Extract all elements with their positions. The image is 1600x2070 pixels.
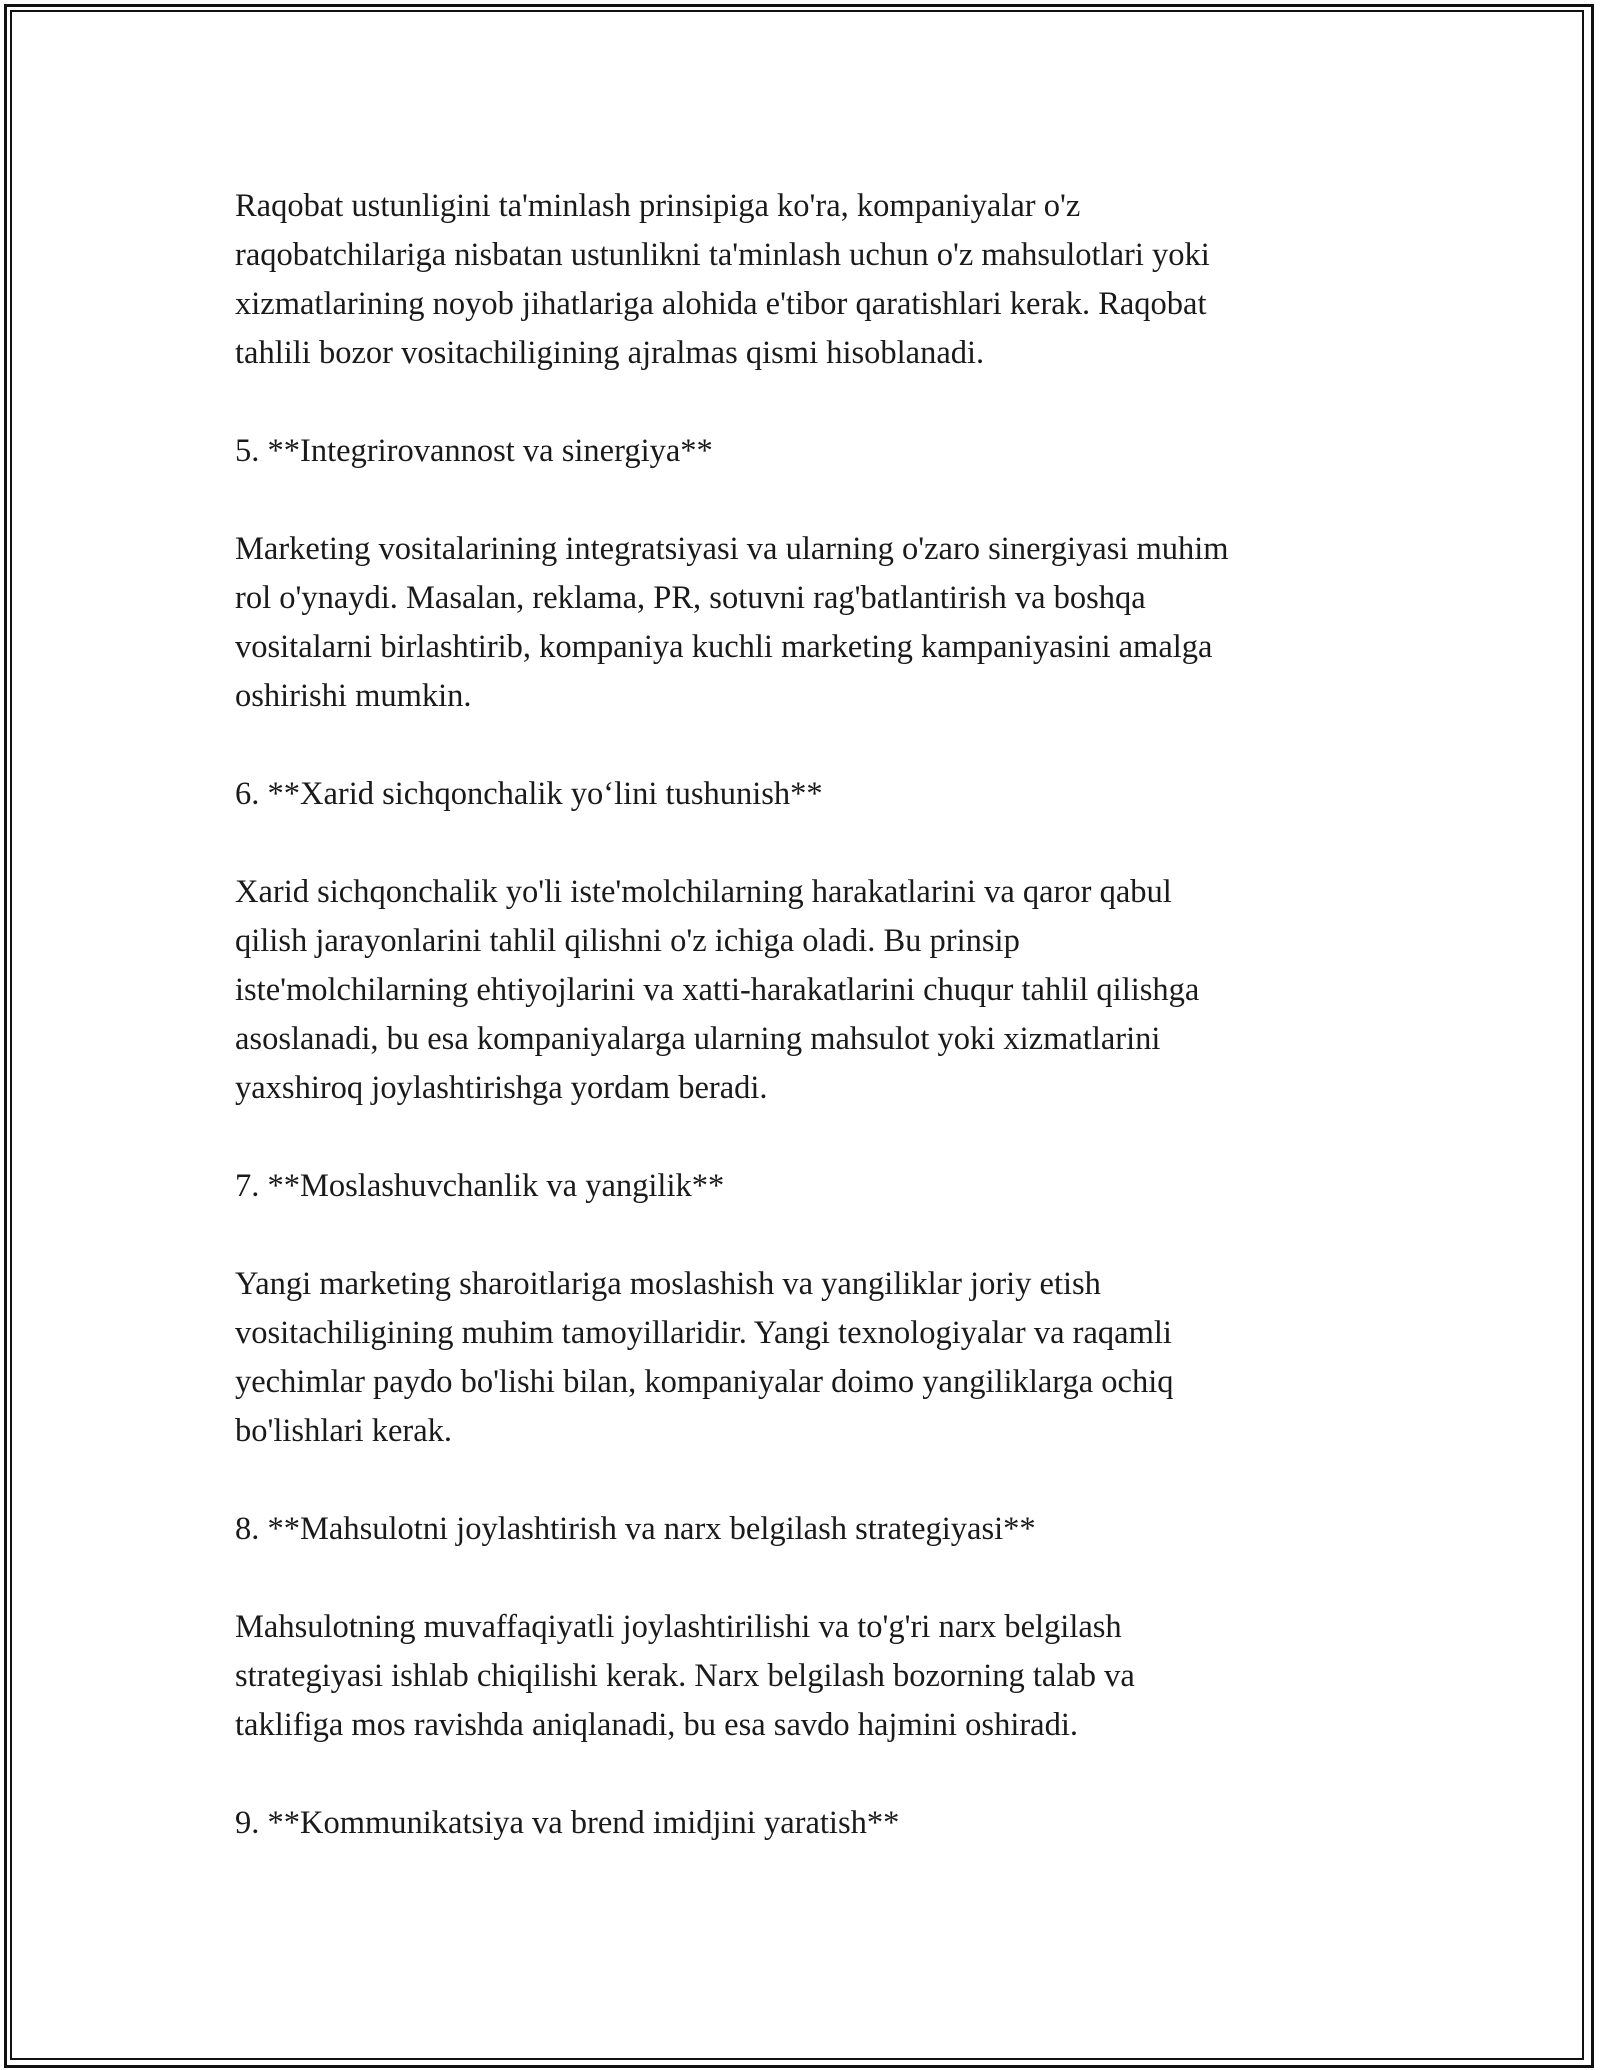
text-line: qilish jarayonlarini tahlil qilishni o'z ichiga oladi. Bu prinsip bbox=[235, 923, 1020, 959]
heading-text: 9. **Kommunikatsiya va brend imidjini yaratish** bbox=[235, 1805, 900, 1841]
text-line: asoslanadi, bu esa kompaniyalarga ularning mahsulot yoki xizmatlarini bbox=[235, 1021, 1161, 1057]
text-line: Raqobat ustunligini ta'minlash prinsipiga ko'ra, kompaniyalar o'z bbox=[235, 188, 1081, 224]
document-body bbox=[235, 182, 1385, 1897]
text-line: vositalarni birlashtirib, kompaniya kuchli marketing kampaniyasini amalga bbox=[235, 629, 1213, 665]
text-line: yaxshiroq joylashtirishga yordam beradi. bbox=[235, 1070, 768, 1106]
text-line: Xarid sichqonchalik yo'li iste'molchilarning harakatlarini va qaror qabul bbox=[235, 874, 1172, 910]
text-line: rol o'ynaydi. Masalan, reklama, PR, sotuvni rag'batlantirish va boshqa bbox=[235, 580, 1146, 616]
paragraph-integratsiya bbox=[235, 525, 1385, 721]
section-heading-6 bbox=[235, 770, 1385, 819]
text-line: strategiyasi ishlab chiqilishi kerak. Narx belgilash bozorning talab va bbox=[235, 1658, 1135, 1694]
text-line: oshirishi mumkin. bbox=[235, 678, 472, 714]
heading-text: 6. **Xarid sichqonchalik yo‘lini tushunish** bbox=[235, 776, 823, 812]
paragraph-raqobat bbox=[235, 182, 1385, 378]
paragraph-xarid bbox=[235, 868, 1385, 1113]
paragraph-mahsulot bbox=[235, 1603, 1385, 1750]
text-line: iste'molchilarning ehtiyojlarini va xatti-harakatlarini chuqur tahlil qilishga bbox=[235, 972, 1200, 1008]
section-heading-5 bbox=[235, 427, 1385, 476]
heading-text: 7. **Moslashuvchanlik va yangilik** bbox=[235, 1168, 725, 1204]
heading-text: 8. **Mahsulotni joylashtirish va narx belgilash strategiyasi** bbox=[235, 1511, 1036, 1547]
text-line: xizmatlarining noyob jihatlariga alohida e'tibor qaratishlari kerak. Raqobat bbox=[235, 286, 1207, 322]
text-line: vositachiligining muhim tamoyillaridir. Yangi texnologiyalar va raqamli bbox=[235, 1315, 1172, 1351]
text-line: tahlili bozor vositachiligining ajralmas qismi hisoblanadi. bbox=[235, 335, 985, 371]
section-heading-7 bbox=[235, 1162, 1385, 1211]
text-line: Marketing vositalarining integratsiyasi va ularning o'zaro sinergiyasi muhim bbox=[235, 531, 1229, 567]
text-line: Yangi marketing sharoitlariga moslashish va yangiliklar joriy etish bbox=[235, 1266, 1101, 1302]
section-heading-8 bbox=[235, 1505, 1385, 1554]
heading-text: 5. **Integrirovannost va sinergiya** bbox=[235, 433, 713, 469]
text-line: bo'lishlari kerak. bbox=[235, 1413, 453, 1449]
text-line: raqobatchilariga nisbatan ustunlikni ta'minlash uchun o'z mahsulotlari yoki bbox=[235, 237, 1210, 273]
text-line: Mahsulotning muvaffaqiyatli joylashtirilishi va to'g'ri narx belgilash bbox=[235, 1609, 1122, 1645]
text-line: taklifiga mos ravishda aniqlanadi, bu esa savdo hajmini oshiradi. bbox=[235, 1707, 1079, 1743]
paragraph-moslashuv bbox=[235, 1260, 1385, 1456]
section-heading-9 bbox=[235, 1799, 1385, 1848]
text-line: yechimlar paydo bo'lishi bilan, kompaniyalar doimo yangiliklarga ochiq bbox=[235, 1364, 1174, 1400]
